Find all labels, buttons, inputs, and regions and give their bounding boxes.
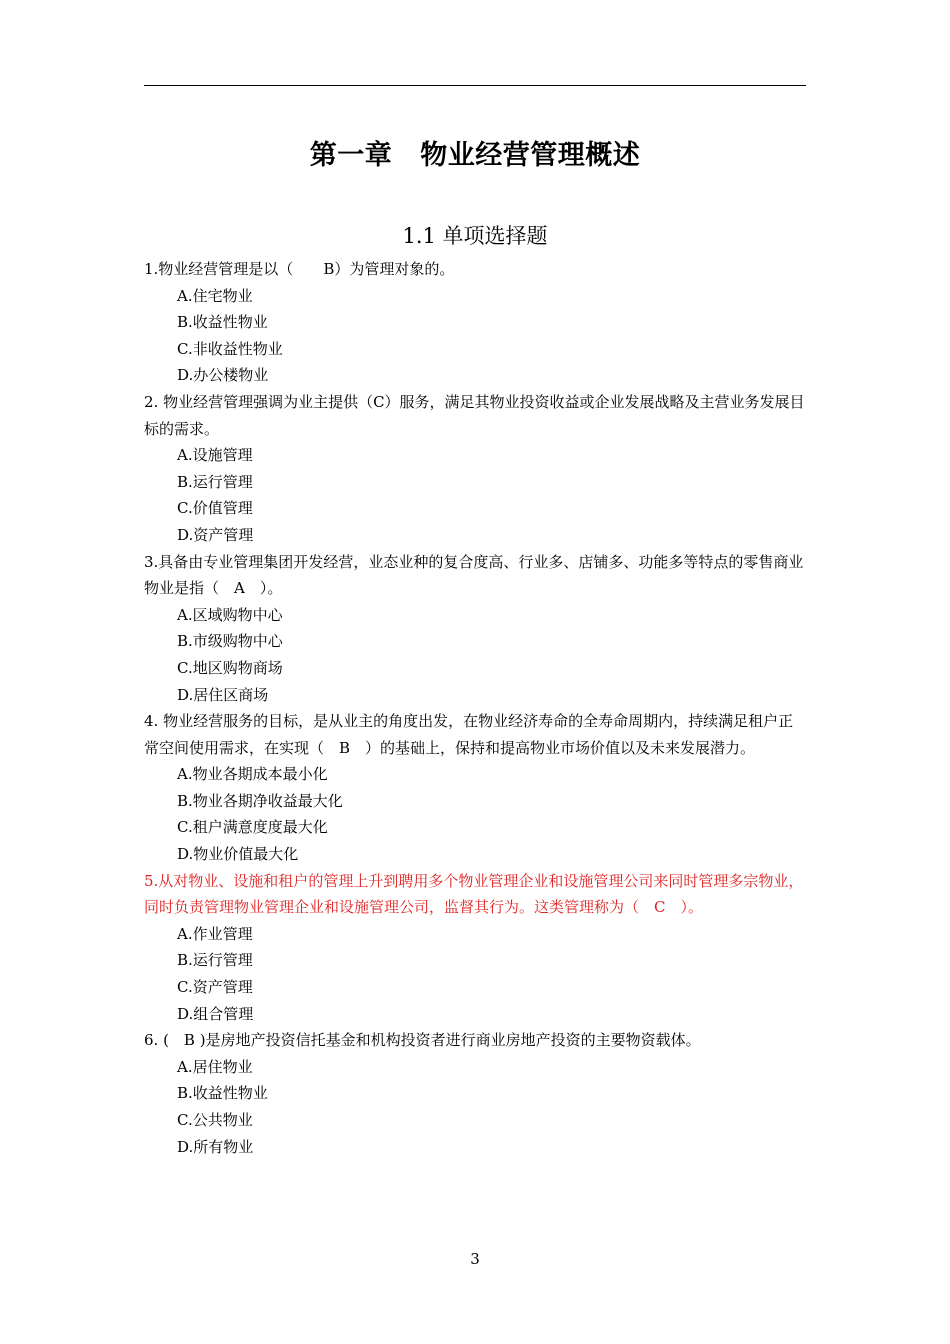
- question-text: 2. 物业经营管理强调为业主提供（C）服务，满足其物业投资收益或企业发展战略及主营业务发展目标的需求。: [144, 392, 805, 438]
- option-a: A.居住物业: [177, 1057, 253, 1076]
- option-d: D.所有物业: [177, 1137, 254, 1156]
- page-number: 3: [470, 1250, 480, 1268]
- question-text: 1.物业经营管理是以（ B）为管理对象的。: [144, 260, 455, 278]
- question-text: 4. 物业经营服务的目标，是从业主的角度出发，在物业经济寿命的全寿命周期内，持续满足租户正常空间使用需求，在实现（ B ）的基础上，保持和提高物业市场价值以及未来发展潜力。: [144, 712, 794, 757]
- option-b: B.收益性物业: [177, 313, 268, 332]
- header-rule: [144, 85, 806, 86]
- option-a: A.区域购物中心: [177, 605, 283, 624]
- option-d: D.组合管理: [177, 1004, 254, 1023]
- question-text: 6. ( B )是房地产投资信托基金和机构投资者进行商业房地产投资的主要物资载体。: [144, 1031, 701, 1050]
- option-a: A.物业各期成本最小化: [177, 765, 328, 784]
- option-c: C.租户满意度度最大化: [177, 818, 328, 837]
- option-c: C.非收益性物业: [177, 339, 283, 358]
- option-b: B.市级购物中心: [177, 632, 283, 651]
- question-block: [144, 708, 806, 868]
- section-title: 1.1 单项选择题: [402, 224, 548, 248]
- option-a: A.作业管理: [177, 924, 253, 943]
- option-d: D.物业价值最大化: [177, 845, 299, 864]
- question-block: [144, 868, 806, 1028]
- option-c: C.价值管理: [177, 499, 253, 518]
- option-b: B.运行管理: [177, 951, 253, 970]
- chapter-name: 物业经营管理概述: [420, 140, 641, 171]
- question-block: [144, 549, 806, 709]
- question-block: [144, 389, 806, 549]
- option-d: D.资产管理: [177, 525, 254, 544]
- question-block: [144, 256, 806, 389]
- option-c: C.公共物业: [177, 1111, 253, 1129]
- question-block: [144, 1027, 806, 1160]
- chapter-number: 第一章: [309, 140, 393, 171]
- option-a: A.设施管理: [177, 446, 253, 465]
- question-text: 3.具备由专业管理集团开发经营，业态业种的复合度高、行业多、店铺多、功能多等特点的零售商业物业是指（ A ）。: [144, 552, 804, 598]
- question-list: [144, 256, 806, 1160]
- question-text-highlighted: 5.从对物业、设施和租户的管理上升到聘用多个物业管理企业和设施管理公司来同时管理多宗物业，同时负责管理物业管理企业和设施管理公司，监督其行为。这类管理称为（ C ）。: [144, 871, 804, 917]
- option-d: D.办公楼物业: [177, 366, 269, 385]
- option-b: B.物业各期净收益最大化: [177, 791, 343, 810]
- option-d: D.居住区商场: [177, 685, 269, 704]
- option-b: B.运行管理: [177, 472, 253, 491]
- option-c: C.地区购物商场: [177, 658, 283, 677]
- option-a: A.住宅物业: [177, 286, 253, 305]
- chapter-title: [0, 133, 950, 172]
- option-b: B.收益性物业: [177, 1084, 268, 1103]
- option-c: C.资产管理: [177, 978, 253, 997]
